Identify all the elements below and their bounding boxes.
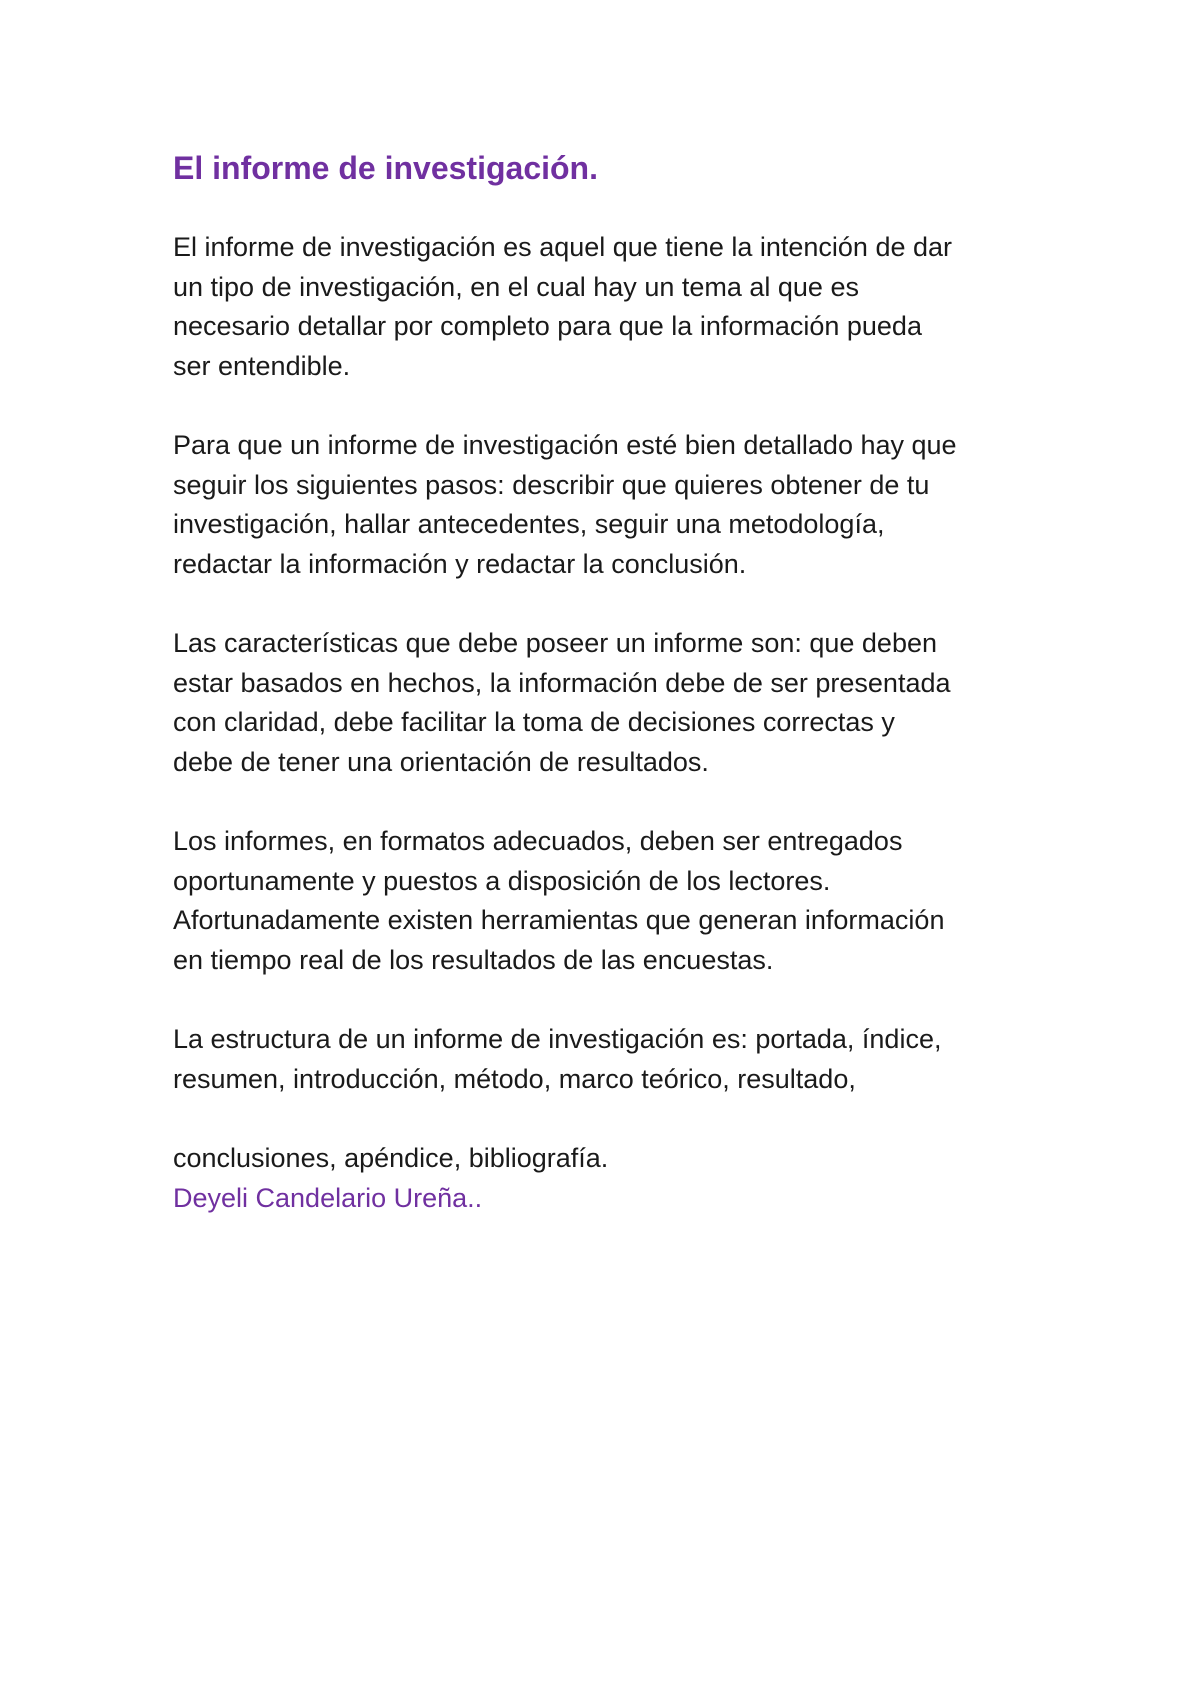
paragraph-line: resumen, introducción, método, marco teórico, resultado,: [173, 1063, 856, 1094]
document-title: El informe de investigación.: [173, 150, 598, 186]
paragraph-characteristics: [173, 624, 1073, 782]
paragraph-line: Las características que debe poseer un informe son: que deben: [173, 628, 937, 658]
paragraph-line: debe de tener una orientación de resultados.: [173, 746, 709, 777]
paragraph-line: necesario detallar por completo para que la información pueda: [173, 311, 922, 341]
paragraph-line: estar basados en hechos, la información debe de ser presentada: [173, 667, 951, 698]
paragraph-line: en tiempo real de los resultados de las encuestas.: [173, 944, 774, 975]
paragraph-line: Para que un informe de investigación esté bien detallado hay que: [173, 430, 957, 460]
paragraph-line: seguir los siguientes pasos: describir que quieres obtener de tu: [173, 469, 930, 500]
paragraph-line: conclusiones, apéndice, bibliografía.: [173, 1143, 609, 1173]
paragraph-line: El informe de investigación es aquel que tiene la intención de dar: [173, 232, 953, 262]
paragraph-steps: [173, 426, 1073, 584]
paragraph-line: oportunamente y puestos a disposición de los lectores.: [173, 865, 831, 896]
paragraph-structure: [173, 1020, 1073, 1099]
paragraph-line: La estructura de un informe de investigación es: portada, índice,: [173, 1024, 942, 1054]
paragraph-line: redactar la información y redactar la conclusión.: [173, 548, 747, 579]
paragraph-line: ser entendible.: [173, 350, 351, 381]
paragraph-formats: [173, 822, 1073, 980]
paragraph-line: con claridad, debe facilitar la toma de decisiones correctas y: [173, 707, 895, 737]
paragraph-line: investigación, hallar antecedentes, seguir una metodología,: [173, 509, 885, 539]
paragraph-definition: [173, 228, 1073, 386]
paragraph-line: Afortunadamente existen herramientas que generan información: [173, 905, 945, 935]
paragraph-line: Los informes, en formatos adecuados, deben ser entregados: [173, 826, 903, 856]
paragraph-line: un tipo de investigación, en el cual hay un tema al que es: [173, 271, 859, 302]
author-signature: Deyeli Candelario Ureña..: [173, 1182, 483, 1213]
paragraph-structure-continued: [173, 1139, 1073, 1179]
document-content: [173, 148, 1073, 1218]
